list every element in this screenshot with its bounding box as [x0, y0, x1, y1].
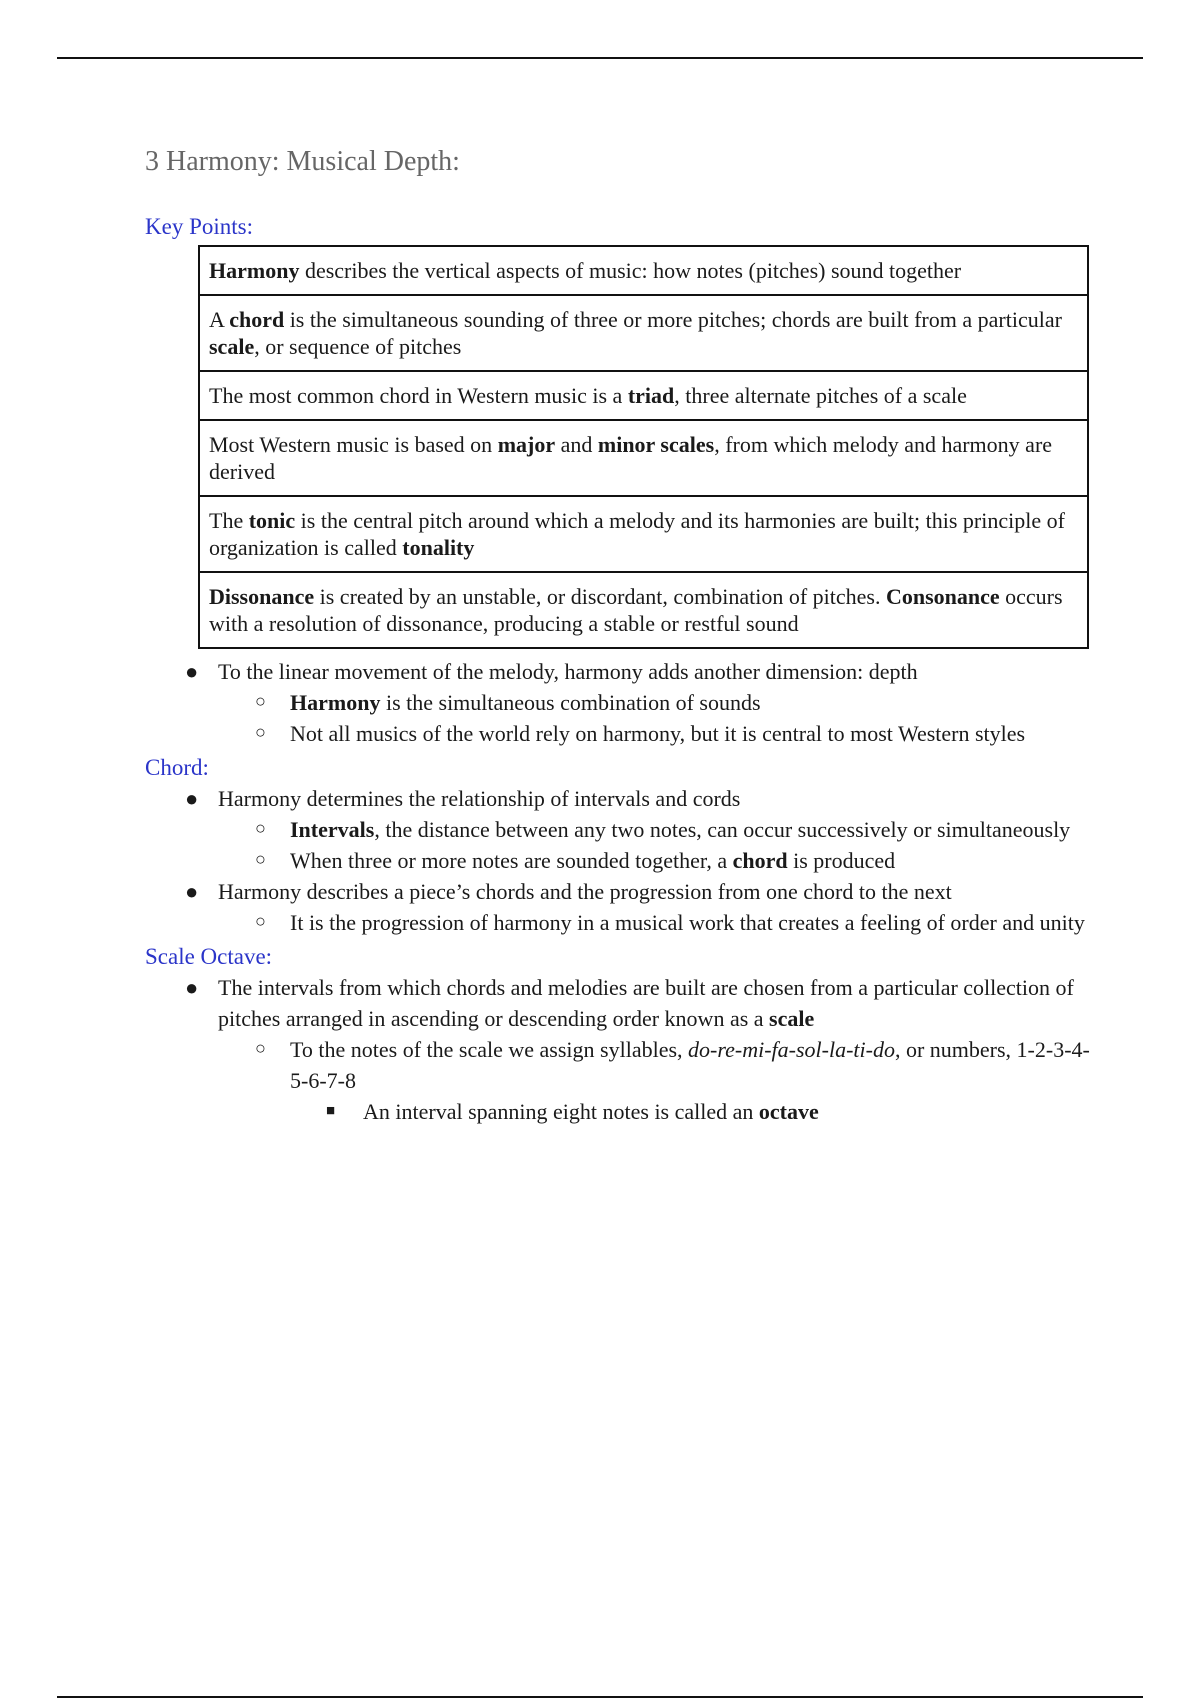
table-row — [199, 246, 1088, 295]
bold-term: Intervals — [290, 817, 375, 842]
chord-list — [145, 783, 1100, 938]
bold-term: tonic — [248, 508, 296, 533]
bullet-icon: ● — [185, 879, 199, 904]
bold-term: major — [497, 432, 556, 457]
text-run: , the distance between any two notes, can occur successively or simultaneously — [374, 817, 1071, 842]
bold-term: scale — [209, 334, 255, 359]
table-row — [199, 420, 1088, 496]
text-run: To the notes of the scale we assign syllables, — [290, 1037, 689, 1062]
bullet-icon: ● — [185, 786, 199, 811]
list-item — [145, 814, 1100, 845]
text-run: is the central pitch around which a melody and its harmonies are built; this principle of organization is called — [209, 508, 1065, 560]
table-row — [199, 371, 1088, 420]
list-item — [145, 687, 1100, 718]
section-heading-scale-octave: Scale Octave: — [145, 944, 273, 969]
bold-term: Dissonance — [209, 584, 315, 609]
text-run: , from which melody and harmony are derived — [209, 432, 1053, 484]
text-run: The — [209, 508, 249, 533]
table-cell — [199, 572, 1088, 648]
text-run: is created by an unstable, or discordant, combination of pitches. — [314, 584, 886, 609]
list-item — [145, 783, 1100, 814]
bold-term: Harmony — [290, 690, 381, 715]
bold-term: scale — [769, 1006, 815, 1031]
text-run: Not all musics of the world rely on harmony, but it is central to most Western styles — [290, 721, 1026, 746]
list-item — [145, 1096, 1100, 1127]
text-run: is the simultaneous sounding of three or more pitches; chords are built from a particular — [284, 307, 1062, 332]
table-cell — [199, 496, 1088, 572]
page-title: 3 Harmony: Musical Depth: — [145, 146, 460, 177]
text-run: , or sequence of pitches — [254, 334, 462, 359]
bold-term: triad — [627, 383, 675, 408]
italic-text: do-re-mi-fa-sol-la-ti-do — [688, 1037, 895, 1062]
text-run: When three or more notes are sounded together, a — [290, 848, 733, 873]
list-item — [145, 1034, 1100, 1096]
key-points-list — [145, 656, 1100, 749]
text-run: A — [209, 307, 230, 332]
list-item — [145, 656, 1100, 687]
text-run: and — [555, 432, 598, 457]
table-cell — [199, 246, 1088, 295]
text-run: Most Western music is based on — [209, 432, 498, 457]
table-cell — [199, 295, 1088, 371]
text-run: An interval spanning eight notes is called an — [363, 1099, 759, 1124]
bold-term: octave — [758, 1099, 819, 1124]
list-item — [145, 845, 1100, 876]
text-run: , three alternate pitches of a scale — [674, 383, 967, 408]
table-row — [199, 572, 1088, 648]
text-run: describes the vertical aspects of music: how notes (pitches) sound together — [299, 258, 962, 283]
bold-term: chord — [732, 848, 788, 873]
section-heading-key-points: Key Points: — [145, 214, 253, 239]
bold-term: chord — [229, 307, 285, 332]
header-rule — [57, 57, 1143, 59]
bullet-icon: ○ — [255, 722, 266, 742]
bullet-icon: ■ — [326, 1103, 336, 1119]
text-run: Harmony determines the relationship of intervals and cords — [218, 786, 741, 811]
text-run: is the simultaneous combination of sounds — [380, 690, 761, 715]
bullet-icon: ● — [185, 975, 199, 1000]
list-item — [145, 907, 1100, 938]
notes-body — [145, 656, 1100, 1127]
bullet-icon: ○ — [255, 849, 266, 869]
section-heading-chord: Chord: — [145, 755, 209, 780]
text-run: , or numbers, 1-2-3-4-5-6-7-8 — [290, 1037, 1090, 1093]
key-points-table — [198, 245, 1089, 649]
text-run: occurs with a resolution of dissonance, producing a stable or restful sound — [209, 584, 1063, 636]
list-item — [145, 876, 1100, 907]
text-run: It is the progression of harmony in a musical work that creates a feeling of order and unity — [290, 910, 1085, 935]
bullet-icon: ○ — [255, 691, 266, 711]
text-run: is produced — [787, 848, 896, 873]
footer-rule — [57, 1696, 1143, 1698]
bullet-icon: ● — [185, 659, 199, 684]
text-run: The most common chord in Western music is a — [209, 383, 628, 408]
table-row — [199, 496, 1088, 572]
table-cell — [199, 420, 1088, 496]
bold-term: minor scales — [597, 432, 715, 457]
bullet-icon: ○ — [255, 818, 266, 838]
list-item — [145, 718, 1100, 749]
table-row — [199, 295, 1088, 371]
list-item — [145, 972, 1100, 1034]
table-cell — [199, 371, 1088, 420]
bold-term: tonality — [402, 535, 475, 560]
bullet-icon: ○ — [255, 1038, 266, 1058]
scale-octave-list — [145, 972, 1100, 1127]
text-run: To the linear movement of the melody, harmony adds another dimension: depth — [218, 659, 918, 684]
bold-term: Consonance — [885, 584, 1000, 609]
bold-term: Harmony — [209, 258, 300, 283]
bullet-icon: ○ — [255, 911, 266, 931]
text-run: Harmony describes a piece’s chords and the progression from one chord to the next — [218, 879, 952, 904]
text-run: The intervals from which chords and melodies are built are chosen from a particular collection of pitches arranged in ascending or descending order known as a — [218, 975, 1074, 1031]
